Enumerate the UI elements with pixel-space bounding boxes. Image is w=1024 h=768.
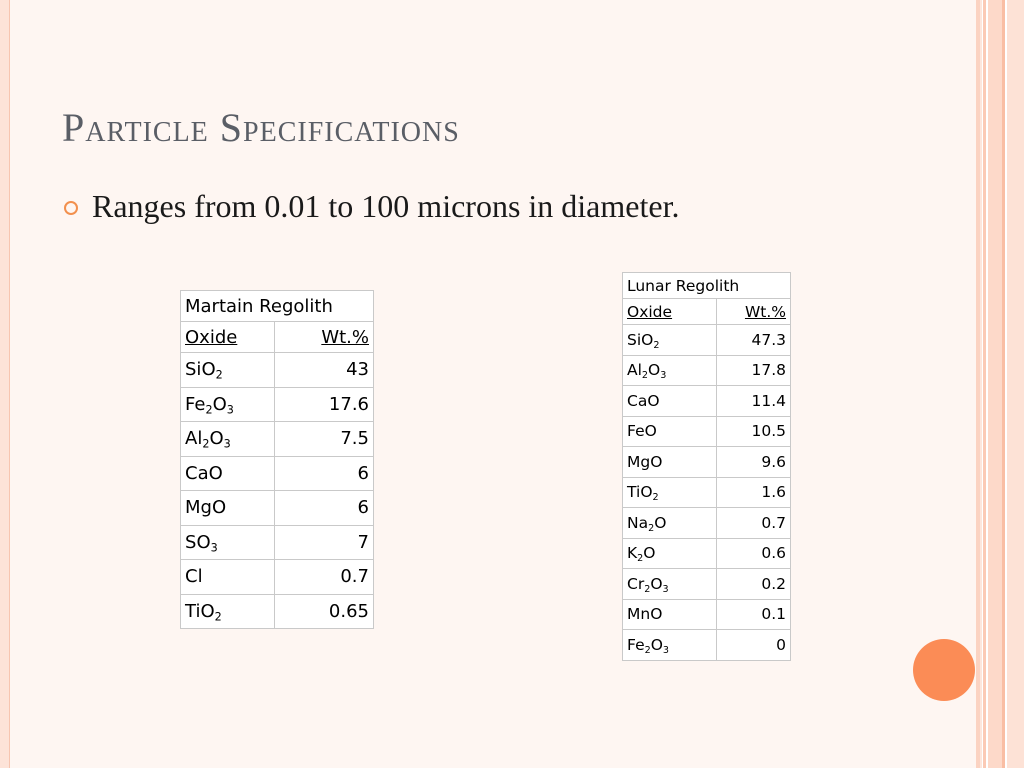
table-row xyxy=(181,525,374,560)
oxide-cell: $Cr_2O_3$ xyxy=(623,569,717,600)
table-row xyxy=(181,491,374,526)
bullet-item xyxy=(64,188,679,225)
oxide-cell: Cl xyxy=(181,560,275,595)
wt-percent-cell: 47.3 xyxy=(717,325,791,356)
oxide-cell: MgO xyxy=(623,447,717,478)
lunar-header-wt: Wt.% xyxy=(717,299,791,325)
martian-regolith-table xyxy=(180,290,374,629)
table-row xyxy=(623,508,791,539)
oxide-cell: MnO xyxy=(623,599,717,630)
wt-percent-cell: 10.5 xyxy=(717,416,791,447)
oxide-cell: CaO xyxy=(181,456,275,491)
bullet-text: Ranges from 0.01 to 100 microns in diameter. xyxy=(92,188,680,224)
left-border-decoration xyxy=(0,0,9,768)
table-row xyxy=(623,355,791,386)
wt-percent-cell: 0.65 xyxy=(275,594,374,629)
wt-percent-cell: 0.7 xyxy=(717,508,791,539)
table-row xyxy=(181,456,374,491)
oxide-cell: CaO xyxy=(623,386,717,417)
martian-header-wt: Wt.% xyxy=(275,322,374,353)
wt-percent-cell: 7.5 xyxy=(275,422,374,457)
table-row xyxy=(181,594,374,629)
martian-header-oxide: Oxide xyxy=(181,322,275,353)
slide-title: Particle Specifications xyxy=(62,105,460,150)
wt-percent-cell: 6 xyxy=(275,456,374,491)
table-row xyxy=(181,353,374,388)
lunar-table-title: Lunar Regolith xyxy=(623,273,791,299)
wt-percent-cell: 0.1 xyxy=(717,599,791,630)
martian-table-title: Martain Regolith xyxy=(181,291,374,322)
table-row xyxy=(181,422,374,457)
wt-percent-cell: 0.6 xyxy=(717,538,791,569)
table-row xyxy=(623,569,791,600)
wt-percent-cell: 0 xyxy=(717,630,791,661)
oxide-cell: $K_2O$ xyxy=(623,538,717,569)
table-row xyxy=(181,560,374,595)
oxide-cell: SiO$_2$ xyxy=(623,325,717,356)
oxide-cell: FeO xyxy=(623,416,717,447)
oxide-cell: MgO xyxy=(181,491,275,526)
wt-percent-cell: 0.7 xyxy=(275,560,374,595)
oxide-cell: SiO$_2$ xyxy=(181,353,275,388)
oxide-cell: $SO_3$ xyxy=(181,525,275,560)
lunar-header-oxide: Oxide xyxy=(623,299,717,325)
table-row xyxy=(623,325,791,356)
table-row xyxy=(623,386,791,417)
wt-percent-cell: 9.6 xyxy=(717,447,791,478)
wt-percent-cell: 43 xyxy=(275,353,374,388)
oxide-cell: $Fe_2O_3$ xyxy=(181,387,275,422)
table-row xyxy=(623,477,791,508)
table-row xyxy=(623,599,791,630)
table-row xyxy=(623,538,791,569)
oxide-cell: $Al_2O_3$ xyxy=(181,422,275,457)
decorative-orange-circle xyxy=(913,639,975,701)
oxide-cell: $Fe_2O_3$ xyxy=(623,630,717,661)
lunar-regolith-table xyxy=(622,272,791,661)
ring-bullet-icon xyxy=(64,201,78,215)
table-row xyxy=(623,416,791,447)
oxide-cell: TiO$_2$ xyxy=(181,594,275,629)
table-row xyxy=(623,630,791,661)
wt-percent-cell: 17.8 xyxy=(717,355,791,386)
wt-percent-cell: 1.6 xyxy=(717,477,791,508)
wt-percent-cell: 6 xyxy=(275,491,374,526)
table-row xyxy=(181,387,374,422)
wt-percent-cell: 7 xyxy=(275,525,374,560)
oxide-cell: TiO$_2$ xyxy=(623,477,717,508)
wt-percent-cell: 17.6 xyxy=(275,387,374,422)
wt-percent-cell: 0.2 xyxy=(717,569,791,600)
table-row xyxy=(623,447,791,478)
oxide-cell: $Na_2O$ xyxy=(623,508,717,539)
right-stripe-decoration xyxy=(976,0,1024,768)
wt-percent-cell: 11.4 xyxy=(717,386,791,417)
oxide-cell: $Al_2O_3$ xyxy=(623,355,717,386)
